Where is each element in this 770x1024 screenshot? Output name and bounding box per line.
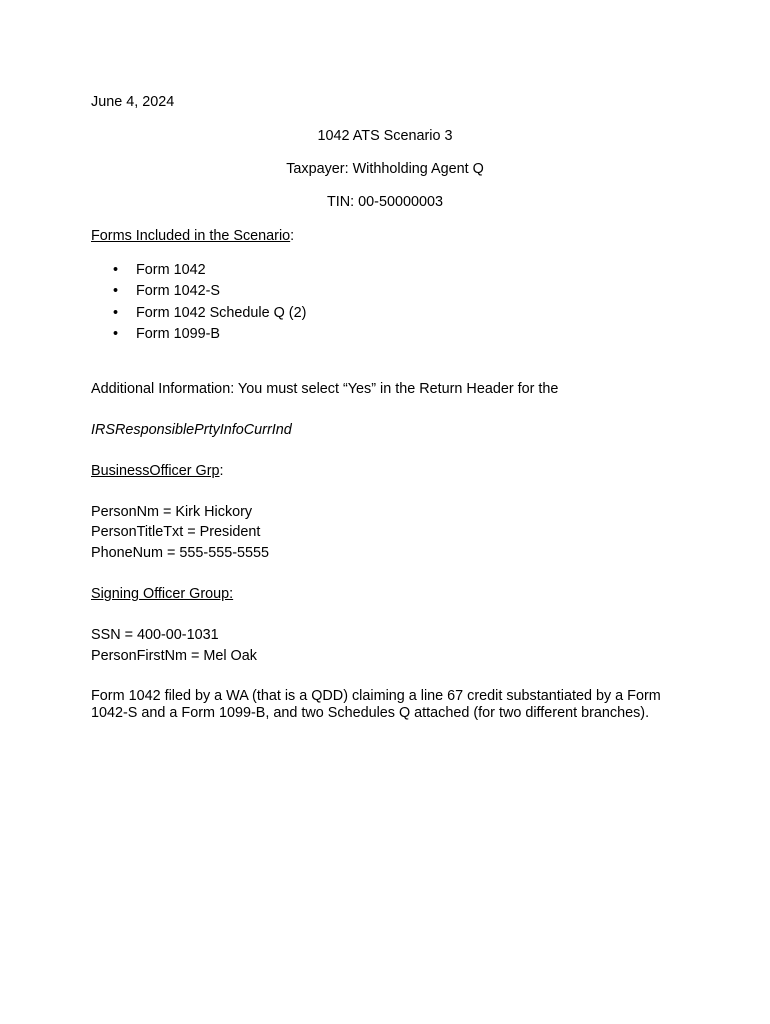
form-item-label: Form 1042 bbox=[136, 262, 206, 278]
form-item-label: Form 1099-B bbox=[136, 325, 220, 342]
business-officer-heading bbox=[91, 463, 224, 480]
indicator-name: IRSResponsiblePrtyInfoCurrInd bbox=[91, 422, 292, 438]
tin-line: TIN: 00-50000003 bbox=[326, 194, 443, 210]
bullet-icon: • bbox=[113, 325, 119, 342]
ssn-line: SSN = 400-00-1031 bbox=[91, 627, 219, 643]
signing-officer-heading: Signing Officer Group: bbox=[91, 586, 234, 602]
bullet-icon: • bbox=[113, 304, 119, 321]
forms-heading-text: Forms Included in the Scenario bbox=[91, 228, 291, 244]
form-item-label: Form 1042 Schedule Q (2) bbox=[136, 304, 307, 321]
forms-heading-colon: : bbox=[290, 228, 295, 244]
phone-number: PhoneNum = 555-555-5555 bbox=[91, 545, 270, 561]
form-item-label: Form 1042-S bbox=[136, 283, 220, 300]
person-title: PersonTitleTxt = President bbox=[91, 524, 261, 540]
document-date: June 4, 2024 bbox=[91, 94, 175, 110]
bullet-icon: • bbox=[113, 283, 119, 300]
person-name: PersonNm = Kirk Hickory bbox=[91, 504, 253, 520]
list-item bbox=[91, 305, 306, 326]
scenario-title: 1042 ATS Scenario 3 bbox=[317, 128, 453, 144]
forms-list bbox=[91, 262, 306, 347]
person-first-name: PersonFirstNm = Mel Oak bbox=[91, 648, 257, 664]
forms-heading bbox=[91, 228, 294, 245]
taxpayer-line: Taxpayer: Withholding Agent Q bbox=[286, 161, 484, 177]
business-officer-heading-text: BusinessOfficer Grp bbox=[91, 463, 220, 479]
list-item bbox=[91, 326, 306, 347]
business-officer-heading-colon: : bbox=[219, 463, 224, 479]
additional-info: Additional Information: You must select “Yes” in the Return Header for the bbox=[91, 381, 559, 397]
list-item bbox=[91, 283, 306, 304]
bullet-icon: • bbox=[113, 262, 119, 278]
list-item bbox=[91, 262, 306, 283]
scenario-description: Form 1042 filed by a WA (that is a QDD) claiming a line 67 credit substantiated by a Form 1042-S and a Form 1099-B, and two Schedules Q attached (for two different branches). bbox=[91, 688, 661, 721]
